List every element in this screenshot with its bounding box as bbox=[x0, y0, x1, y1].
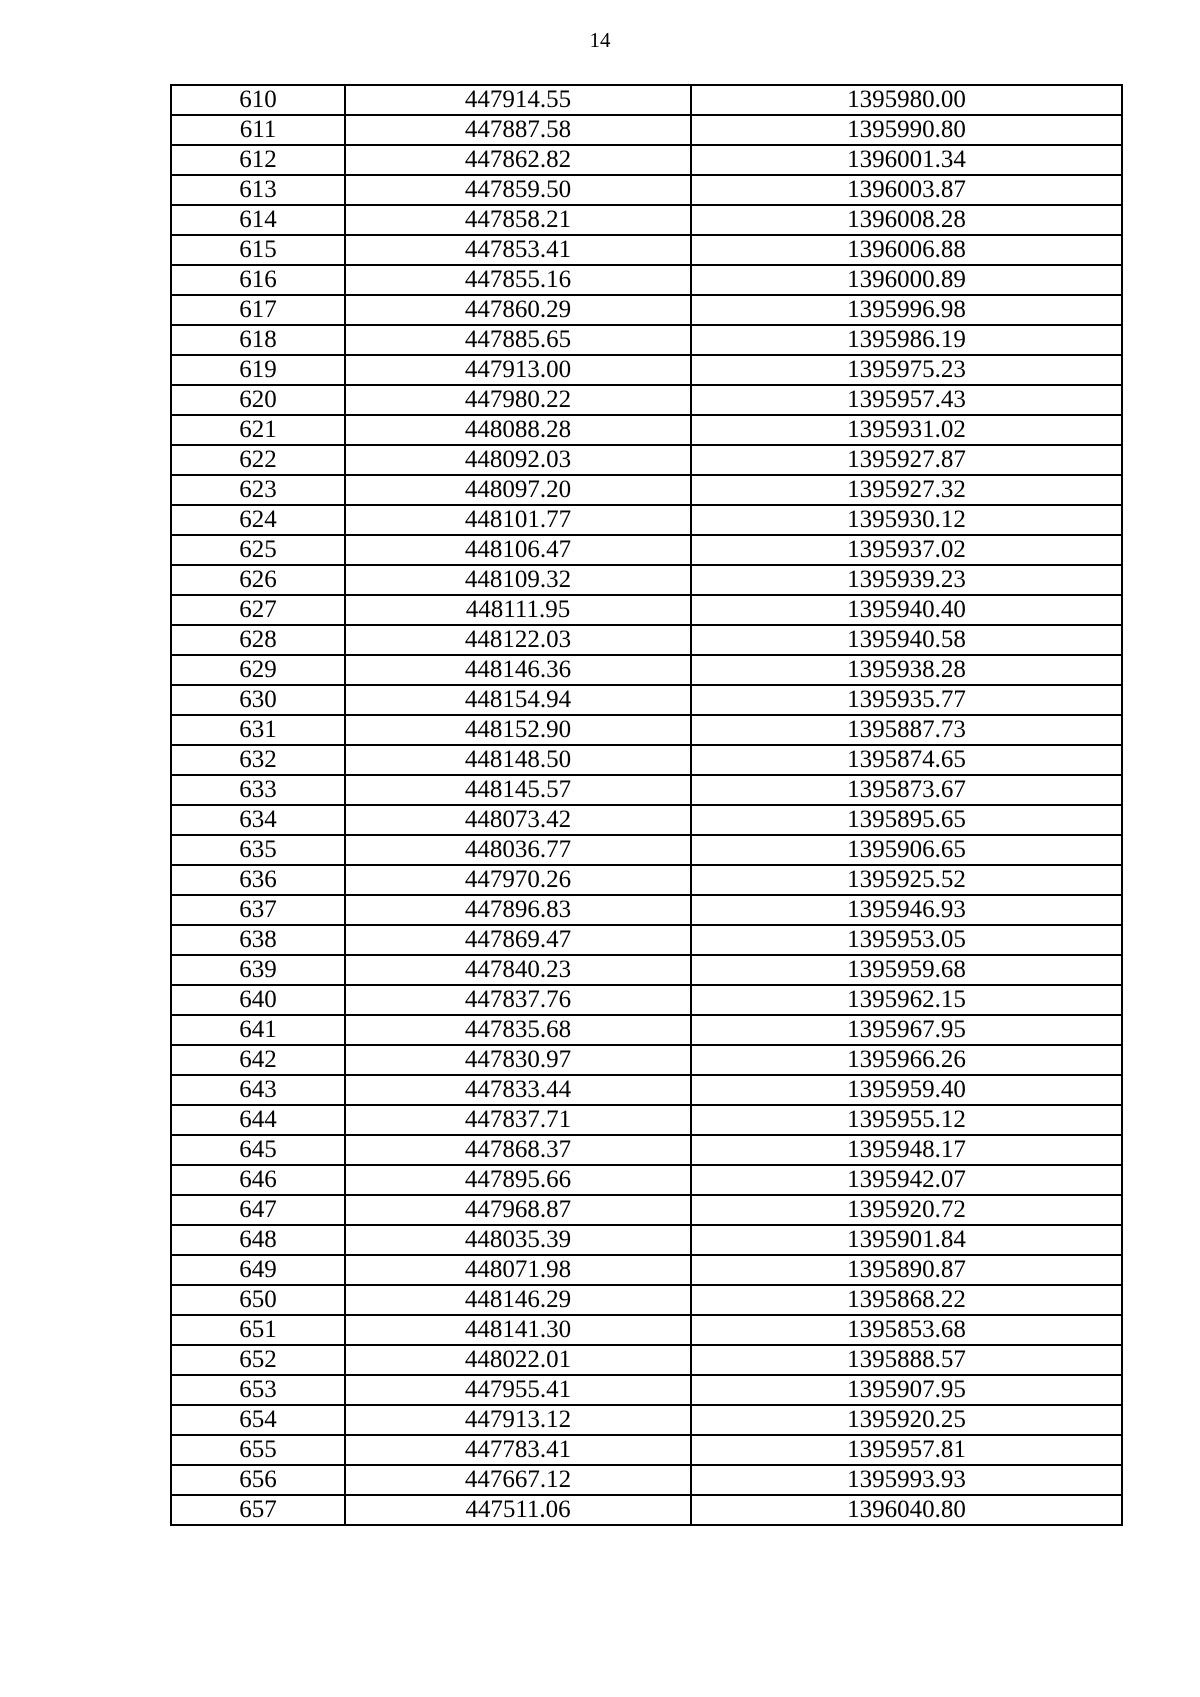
x-coordinate-cell: 448022.01 bbox=[345, 1345, 691, 1375]
x-coordinate-cell: 448146.36 bbox=[345, 655, 691, 685]
table-row bbox=[171, 265, 1122, 295]
point-number-cell: 616 bbox=[171, 265, 345, 295]
table-row bbox=[171, 805, 1122, 835]
y-coordinate-cell: 1395993.93 bbox=[691, 1465, 1122, 1495]
y-coordinate-cell: 1395948.17 bbox=[691, 1135, 1122, 1165]
x-coordinate-cell: 448092.03 bbox=[345, 445, 691, 475]
point-number-cell: 638 bbox=[171, 925, 345, 955]
x-coordinate-cell: 447511.06 bbox=[345, 1495, 691, 1525]
point-number-cell: 637 bbox=[171, 895, 345, 925]
point-number-cell: 653 bbox=[171, 1375, 345, 1405]
table-row bbox=[171, 475, 1122, 505]
x-coordinate-cell: 447835.68 bbox=[345, 1015, 691, 1045]
point-number-cell: 648 bbox=[171, 1225, 345, 1255]
point-number-cell: 644 bbox=[171, 1105, 345, 1135]
point-number-cell: 636 bbox=[171, 865, 345, 895]
y-coordinate-cell: 1396003.87 bbox=[691, 175, 1122, 205]
table-row bbox=[171, 625, 1122, 655]
coordinates-table bbox=[170, 84, 1123, 1526]
x-coordinate-cell: 447853.41 bbox=[345, 235, 691, 265]
point-number-cell: 635 bbox=[171, 835, 345, 865]
x-coordinate-cell: 448101.77 bbox=[345, 505, 691, 535]
y-coordinate-cell: 1395959.68 bbox=[691, 955, 1122, 985]
y-coordinate-cell: 1395990.80 bbox=[691, 115, 1122, 145]
x-coordinate-cell: 448073.42 bbox=[345, 805, 691, 835]
x-coordinate-cell: 447840.23 bbox=[345, 955, 691, 985]
x-coordinate-cell: 448036.77 bbox=[345, 835, 691, 865]
point-number-cell: 649 bbox=[171, 1255, 345, 1285]
point-number-cell: 626 bbox=[171, 565, 345, 595]
point-number-cell: 625 bbox=[171, 535, 345, 565]
y-coordinate-cell: 1395957.81 bbox=[691, 1435, 1122, 1465]
point-number-cell: 619 bbox=[171, 355, 345, 385]
point-number-cell: 630 bbox=[171, 685, 345, 715]
point-number-cell: 642 bbox=[171, 1045, 345, 1075]
x-coordinate-cell: 448146.29 bbox=[345, 1285, 691, 1315]
x-coordinate-cell: 447837.71 bbox=[345, 1105, 691, 1135]
table-row bbox=[171, 85, 1122, 115]
y-coordinate-cell: 1395957.43 bbox=[691, 385, 1122, 415]
y-coordinate-cell: 1395967.95 bbox=[691, 1015, 1122, 1045]
y-coordinate-cell: 1395930.12 bbox=[691, 505, 1122, 535]
x-coordinate-cell: 448097.20 bbox=[345, 475, 691, 505]
table-row bbox=[171, 505, 1122, 535]
point-number-cell: 640 bbox=[171, 985, 345, 1015]
table-row bbox=[171, 1105, 1122, 1135]
x-coordinate-cell: 447896.83 bbox=[345, 895, 691, 925]
y-coordinate-cell: 1395940.40 bbox=[691, 595, 1122, 625]
y-coordinate-cell: 1395920.25 bbox=[691, 1405, 1122, 1435]
x-coordinate-cell: 447955.41 bbox=[345, 1375, 691, 1405]
y-coordinate-cell: 1395975.23 bbox=[691, 355, 1122, 385]
y-coordinate-cell: 1395927.87 bbox=[691, 445, 1122, 475]
y-coordinate-cell: 1395927.32 bbox=[691, 475, 1122, 505]
point-number-cell: 657 bbox=[171, 1495, 345, 1525]
table-row bbox=[171, 235, 1122, 265]
table-row bbox=[171, 355, 1122, 385]
x-coordinate-cell: 447970.26 bbox=[345, 865, 691, 895]
table-row bbox=[171, 385, 1122, 415]
x-coordinate-cell: 448106.47 bbox=[345, 535, 691, 565]
y-coordinate-cell: 1395888.57 bbox=[691, 1345, 1122, 1375]
x-coordinate-cell: 448154.94 bbox=[345, 685, 691, 715]
table-row bbox=[171, 955, 1122, 985]
point-number-cell: 633 bbox=[171, 775, 345, 805]
table-row bbox=[171, 445, 1122, 475]
x-coordinate-cell: 447885.65 bbox=[345, 325, 691, 355]
table-row bbox=[171, 925, 1122, 955]
table-row bbox=[171, 775, 1122, 805]
x-coordinate-cell: 447860.29 bbox=[345, 295, 691, 325]
y-coordinate-cell: 1395907.95 bbox=[691, 1375, 1122, 1405]
point-number-cell: 651 bbox=[171, 1315, 345, 1345]
y-coordinate-cell: 1395996.98 bbox=[691, 295, 1122, 325]
table-row bbox=[171, 325, 1122, 355]
x-coordinate-cell: 447914.55 bbox=[345, 85, 691, 115]
table-row bbox=[171, 685, 1122, 715]
y-coordinate-cell: 1395953.05 bbox=[691, 925, 1122, 955]
x-coordinate-cell: 448109.32 bbox=[345, 565, 691, 595]
point-number-cell: 643 bbox=[171, 1075, 345, 1105]
point-number-cell: 629 bbox=[171, 655, 345, 685]
x-coordinate-cell: 447868.37 bbox=[345, 1135, 691, 1165]
y-coordinate-cell: 1395946.93 bbox=[691, 895, 1122, 925]
point-number-cell: 650 bbox=[171, 1285, 345, 1315]
table-row bbox=[171, 1195, 1122, 1225]
point-number-cell: 627 bbox=[171, 595, 345, 625]
table-row bbox=[171, 145, 1122, 175]
point-number-cell: 631 bbox=[171, 715, 345, 745]
x-coordinate-cell: 447837.76 bbox=[345, 985, 691, 1015]
x-coordinate-cell: 447980.22 bbox=[345, 385, 691, 415]
y-coordinate-cell: 1395959.40 bbox=[691, 1075, 1122, 1105]
y-coordinate-cell: 1395920.72 bbox=[691, 1195, 1122, 1225]
point-number-cell: 656 bbox=[171, 1465, 345, 1495]
table-row bbox=[171, 1135, 1122, 1165]
table-row bbox=[171, 295, 1122, 325]
table-row bbox=[171, 1285, 1122, 1315]
table-row bbox=[171, 895, 1122, 925]
x-coordinate-cell: 447858.21 bbox=[345, 205, 691, 235]
y-coordinate-cell: 1395940.58 bbox=[691, 625, 1122, 655]
point-number-cell: 634 bbox=[171, 805, 345, 835]
point-number-cell: 617 bbox=[171, 295, 345, 325]
y-coordinate-cell: 1396040.80 bbox=[691, 1495, 1122, 1525]
y-coordinate-cell: 1395962.15 bbox=[691, 985, 1122, 1015]
table-row bbox=[171, 1075, 1122, 1105]
table-row bbox=[171, 1165, 1122, 1195]
point-number-cell: 612 bbox=[171, 145, 345, 175]
point-number-cell: 654 bbox=[171, 1405, 345, 1435]
y-coordinate-cell: 1396006.88 bbox=[691, 235, 1122, 265]
point-number-cell: 620 bbox=[171, 385, 345, 415]
coordinates-table-body bbox=[171, 85, 1122, 1525]
point-number-cell: 621 bbox=[171, 415, 345, 445]
x-coordinate-cell: 448111.95 bbox=[345, 595, 691, 625]
y-coordinate-cell: 1395868.22 bbox=[691, 1285, 1122, 1315]
y-coordinate-cell: 1395938.28 bbox=[691, 655, 1122, 685]
x-coordinate-cell: 447667.12 bbox=[345, 1465, 691, 1495]
x-coordinate-cell: 447968.87 bbox=[345, 1195, 691, 1225]
y-coordinate-cell: 1395887.73 bbox=[691, 715, 1122, 745]
y-coordinate-cell: 1395966.26 bbox=[691, 1045, 1122, 1075]
x-coordinate-cell: 448145.57 bbox=[345, 775, 691, 805]
y-coordinate-cell: 1395980.00 bbox=[691, 85, 1122, 115]
table-row bbox=[171, 1435, 1122, 1465]
x-coordinate-cell: 447913.12 bbox=[345, 1405, 691, 1435]
x-coordinate-cell: 448071.98 bbox=[345, 1255, 691, 1285]
table-row bbox=[171, 175, 1122, 205]
point-number-cell: 652 bbox=[171, 1345, 345, 1375]
table-row bbox=[171, 1315, 1122, 1345]
table-row bbox=[171, 1465, 1122, 1495]
table-row bbox=[171, 205, 1122, 235]
x-coordinate-cell: 447783.41 bbox=[345, 1435, 691, 1465]
point-number-cell: 639 bbox=[171, 955, 345, 985]
table-row bbox=[171, 1495, 1122, 1525]
point-number-cell: 615 bbox=[171, 235, 345, 265]
table-row bbox=[171, 1255, 1122, 1285]
point-number-cell: 618 bbox=[171, 325, 345, 355]
x-coordinate-cell: 448035.39 bbox=[345, 1225, 691, 1255]
point-number-cell: 623 bbox=[171, 475, 345, 505]
point-number-cell: 613 bbox=[171, 175, 345, 205]
point-number-cell: 622 bbox=[171, 445, 345, 475]
x-coordinate-cell: 448088.28 bbox=[345, 415, 691, 445]
point-number-cell: 645 bbox=[171, 1135, 345, 1165]
table-row bbox=[171, 835, 1122, 865]
table-row bbox=[171, 595, 1122, 625]
table-row bbox=[171, 985, 1122, 1015]
point-number-cell: 655 bbox=[171, 1435, 345, 1465]
point-number-cell: 647 bbox=[171, 1195, 345, 1225]
y-coordinate-cell: 1395873.67 bbox=[691, 775, 1122, 805]
table-row bbox=[171, 745, 1122, 775]
x-coordinate-cell: 447895.66 bbox=[345, 1165, 691, 1195]
x-coordinate-cell: 447833.44 bbox=[345, 1075, 691, 1105]
point-number-cell: 614 bbox=[171, 205, 345, 235]
y-coordinate-cell: 1395986.19 bbox=[691, 325, 1122, 355]
table-row bbox=[171, 565, 1122, 595]
y-coordinate-cell: 1395890.87 bbox=[691, 1255, 1122, 1285]
y-coordinate-cell: 1395906.65 bbox=[691, 835, 1122, 865]
table-row bbox=[171, 655, 1122, 685]
table-row bbox=[171, 715, 1122, 745]
x-coordinate-cell: 447913.00 bbox=[345, 355, 691, 385]
y-coordinate-cell: 1395895.65 bbox=[691, 805, 1122, 835]
x-coordinate-cell: 447830.97 bbox=[345, 1045, 691, 1075]
y-coordinate-cell: 1395925.52 bbox=[691, 865, 1122, 895]
y-coordinate-cell: 1395937.02 bbox=[691, 535, 1122, 565]
y-coordinate-cell: 1395874.65 bbox=[691, 745, 1122, 775]
table-row bbox=[171, 1345, 1122, 1375]
point-number-cell: 611 bbox=[171, 115, 345, 145]
point-number-cell: 641 bbox=[171, 1015, 345, 1045]
page-number: 14 bbox=[589, 28, 611, 52]
table-row bbox=[171, 115, 1122, 145]
x-coordinate-cell: 447859.50 bbox=[345, 175, 691, 205]
table-row bbox=[171, 1015, 1122, 1045]
x-coordinate-cell: 448141.30 bbox=[345, 1315, 691, 1345]
x-coordinate-cell: 448152.90 bbox=[345, 715, 691, 745]
y-coordinate-cell: 1395935.77 bbox=[691, 685, 1122, 715]
x-coordinate-cell: 447855.16 bbox=[345, 265, 691, 295]
table-row bbox=[171, 865, 1122, 895]
point-number-cell: 610 bbox=[171, 85, 345, 115]
x-coordinate-cell: 447887.58 bbox=[345, 115, 691, 145]
y-coordinate-cell: 1396008.28 bbox=[691, 205, 1122, 235]
x-coordinate-cell: 447869.47 bbox=[345, 925, 691, 955]
table-row bbox=[171, 1045, 1122, 1075]
point-number-cell: 646 bbox=[171, 1165, 345, 1195]
y-coordinate-cell: 1395931.02 bbox=[691, 415, 1122, 445]
y-coordinate-cell: 1396001.34 bbox=[691, 145, 1122, 175]
y-coordinate-cell: 1395939.23 bbox=[691, 565, 1122, 595]
y-coordinate-cell: 1395955.12 bbox=[691, 1105, 1122, 1135]
table-row bbox=[171, 415, 1122, 445]
y-coordinate-cell: 1396000.89 bbox=[691, 265, 1122, 295]
x-coordinate-cell: 447862.82 bbox=[345, 145, 691, 175]
x-coordinate-cell: 448148.50 bbox=[345, 745, 691, 775]
y-coordinate-cell: 1395853.68 bbox=[691, 1315, 1122, 1345]
table-row bbox=[171, 1405, 1122, 1435]
y-coordinate-cell: 1395901.84 bbox=[691, 1225, 1122, 1255]
table-row bbox=[171, 1225, 1122, 1255]
point-number-cell: 624 bbox=[171, 505, 345, 535]
table-row bbox=[171, 1375, 1122, 1405]
x-coordinate-cell: 448122.03 bbox=[345, 625, 691, 655]
table-row bbox=[171, 535, 1122, 565]
y-coordinate-cell: 1395942.07 bbox=[691, 1165, 1122, 1195]
point-number-cell: 632 bbox=[171, 745, 345, 775]
point-number-cell: 628 bbox=[171, 625, 345, 655]
